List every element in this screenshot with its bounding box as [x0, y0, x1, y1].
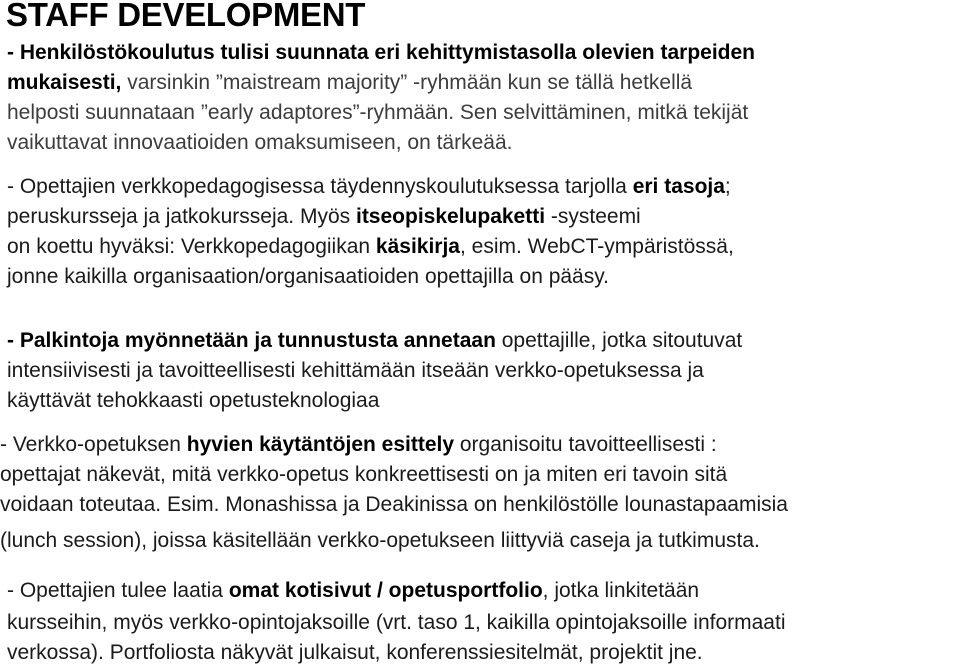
p3-bold-palkintoja: - Palkintoja myönnetään ja tunnustusta annetaan [7, 329, 496, 352]
p4-bold-hyvien-kaytantojen: hyvien käytäntöjen esittely [186, 433, 455, 456]
p5-bold-omat-kotisivut: omat kotisivut / opetusportfolio [228, 579, 543, 602]
paragraph-3-line-3: käyttävät tehokkaasti opetusteknologiaa [7, 389, 380, 412]
paragraph-5-line-2: kursseihin, myös verkko-opintojaksoille (vrt. taso 1, kaikilla opintojaksoille informaati [7, 611, 786, 634]
paragraph-1-line-1 [7, 40, 755, 66]
p1-bold-continuation: mukaisesti, [7, 71, 122, 94]
paragraph-4-line-1 [0, 432, 717, 458]
p5-line-1-text: - Opettajien tulee laatia [7, 579, 229, 602]
paragraph-1-line-2 [7, 70, 692, 96]
paragraph-2-line-4: jonne kaikilla organisaation/organisaatioiden opettajilla on pääsy. [7, 265, 610, 288]
p2-line-3-text: on koettu hyväksi: Verkkopedagogiikan [7, 235, 376, 258]
p2-line-1-end: ; [724, 175, 731, 198]
p1-line-2-text: varsinkin ”maistream majority” -ryhmään kun se tällä hetkellä [121, 71, 693, 94]
p5-line-1-end: , jotka linkitetään [542, 579, 700, 602]
p2-line-1-text: - Opettajien verkkopedagogisessa täydennyskoulutuksessa tarjolla [7, 175, 633, 198]
p2-line-2-end: -systeemi [545, 205, 641, 228]
paragraph-2-line-2 [7, 204, 641, 230]
paragraph-3-line-2: intensiivisesti ja tavoitteellisesti kehittämään itseään verkko-opetuksessa ja [7, 359, 704, 382]
p2-bold-kasikirja: käsikirja [375, 235, 460, 258]
paragraph-5-line-3: verkossa). Portfoliosta näkyvät julkaisut, konferenssiesitelmät, projektit jne. [7, 641, 703, 664]
p3-line-1-end: opettajille, jotka sitoutuvat [495, 329, 743, 352]
paragraph-4-line-4: (lunch session), joissa käsitellään verkko-opetukseen liittyviä caseja ja tutkimusta. [0, 529, 760, 552]
paragraph-5-line-1 [7, 578, 699, 604]
paragraph-3-line-1 [7, 328, 742, 354]
p2-line-2-text: peruskursseja ja jatkokursseja. Myös [7, 205, 356, 228]
p4-line-1-end: organisoitu tavoitteellisesti : [454, 433, 717, 456]
paragraph-1-line-3: helposti suunnataan ”early adaptores”-ryhmään. Sen selvittäminen, mitkä tekijät [7, 101, 749, 124]
slide-title: STAFF DEVELOPMENT [6, 0, 366, 33]
paragraph-4-line-3: voidaan toteutaa. Esim. Monashissa ja Deakinissa on henkilöstölle lounastapaamisia [0, 493, 788, 516]
p1-bold-text: - Henkilöstökoulutus tulisi suunnata eri kehittymistasolla olevien tarpeiden [7, 41, 755, 64]
paragraph-4-line-2: opettajat näkevät, mitä verkko-opetus konkreettisesti on ja miten eri tavoin sitä [0, 463, 728, 486]
paragraph-1-line-4: vaikuttavat innovaatioiden omaksumiseen, on tärkeää. [7, 131, 513, 154]
paragraph-2-line-3 [7, 234, 734, 260]
p2-bold-eri-tasoja: eri tasoja [632, 175, 725, 198]
paragraph-2-line-1 [7, 174, 731, 200]
p2-bold-itseopiskelupaketti: itseopiskelupaketti [355, 205, 546, 228]
p2-line-3-end: , esim. WebCT-ympäristössä, [459, 235, 734, 258]
p4-line-1-text: - Verkko-opetuksen [0, 433, 187, 456]
